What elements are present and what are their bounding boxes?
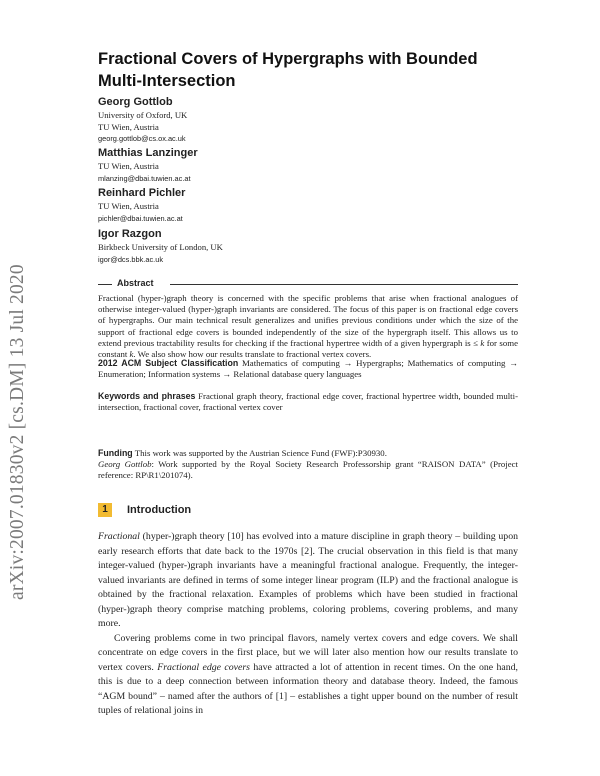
- author-block-3: [98, 187, 518, 224]
- abstract-text-part: . We also show how our results translate to fractional vertex covers.: [133, 349, 372, 360]
- intro-italic: Fractional edge covers: [157, 661, 250, 673]
- funding-author-text: : Work supported by the Royal Society Research Professorship grant “RAISON DATA” (Project reference: RP\R1\201074).: [98, 459, 519, 481]
- intro-text: (hyper-)graph theory [10] has evolved into a mature discipline in graph theory – building upon early research efforts that date back to the 1970s [2]. The crucial observation in this field is that many integer-valued (hyper-)graph invariants have a meaningful fractional analogue. Frequently, the integer-valued invariants are defined in terms of some integer linear program (ILP) and the fractional analogue is obtained by the fractional relaxation. Examples of problems which have been studied in fractional (hyper-)graph theory comprise matching problems, coloring problems, covering problems, and many more.: [98, 531, 518, 629]
- abstract-label: Abstract: [117, 278, 154, 288]
- abstract-text-part: Fractional (hyper-)graph theory is concerned with the specific problems that arise when fractional analogues of otherwise integer-valued (hyper-)graph invariants are considered. The focus of this paper is on fractional edge covers of hypergraphs. Our main technical result generalizes and unifies previous conditions under which the size of the support of fractional edge covers is bounded independently of the size of the hypergraph itself. This allows us to extend previous tractability results for checking if the fractional hypertree width of a given hypergraph is: [98, 293, 518, 348]
- funding-author: Georg Gottlob: [98, 459, 152, 470]
- intro-italic: Fractional: [98, 531, 140, 542]
- keywords: [98, 391, 518, 413]
- acm-label: 2012 ACM Subject Classification: [98, 358, 239, 368]
- abstract-text: [98, 293, 518, 360]
- keywords-text: Fractional graph theory, fractional edge cover, fractional hypertree width, bounded multi-intersection, fractional cover, fractional vertex cover: [98, 391, 519, 413]
- acm-text: Mathematics of computing → Hypergraphs; Mathematics of computing → Enumeration; Information systems → Relational database query languages: [98, 358, 518, 380]
- intro-text: Covering problems come in two principal flavors, namely vertex covers and edge covers. We shall concentrate on edge covers in the first place, but we will later also mention how our results translate to vertex covers.: [98, 632, 518, 673]
- author-name: Igor Razgon: [98, 228, 162, 240]
- author-affiliation: TU Wien, Austria: [98, 121, 159, 132]
- section-title: Introduction: [127, 504, 192, 516]
- acm-classification: [98, 358, 518, 380]
- author-email[interactable]: igor@dcs.bbk.ac.uk: [98, 254, 164, 264]
- author-block-1: [98, 96, 518, 145]
- funding-text: This work was supported by the Austrian Science Fund (FWF):P30930.: [134, 448, 387, 458]
- author-name: Reinhard Pichler: [98, 187, 186, 199]
- arxiv-identifier: arXiv:2007.01830v2 [cs.DM] 13 Jul 2020: [7, 264, 28, 600]
- abstract-math: ≤ k: [473, 337, 485, 348]
- author-email[interactable]: mlanzing@dbai.tuwien.ac.at: [98, 173, 191, 183]
- author-email[interactable]: pichler@dbai.tuwien.ac.at: [98, 213, 183, 223]
- author-name: Matthias Lanzinger: [98, 147, 198, 159]
- paper-title: Fractional Covers of Hypergraphs with Bounded Multi-Intersection: [98, 50, 478, 90]
- keywords-label: Keywords and phrases: [98, 391, 196, 401]
- intro-paragraph-2: [98, 632, 518, 719]
- author-name: Georg Gottlob: [98, 96, 173, 108]
- author-affiliation: TU Wien, Austria: [98, 201, 159, 211]
- author-block-2: [98, 147, 518, 184]
- abstract-rule-right: [170, 284, 518, 285]
- author-email[interactable]: georg.gottlob@cs.ox.ac.uk: [98, 134, 186, 143]
- introduction-body: [98, 530, 518, 719]
- abstract-rule-left: [98, 284, 112, 285]
- arxiv-stamp: [7, 264, 37, 630]
- author-block-4: [98, 228, 518, 265]
- author-affiliation: TU Wien, Austria: [98, 161, 159, 171]
- abstract-text-part: for some constant: [98, 337, 518, 360]
- abstract-math: k: [129, 349, 134, 360]
- funding: [98, 448, 518, 482]
- intro-text: have attracted a lot of attention in recent times. On the one hand, this is due to a deep connection between information theory and database theory. Indeed, the famous “AGM bound” – named after the authors of [1] – establishes a tight upper bound on the number of result tuples of relational joins in: [98, 661, 518, 716]
- intro-paragraph-1: [98, 530, 518, 632]
- author-affiliation: Birkbeck University of London, UK: [98, 242, 223, 252]
- author-affiliation: University of Oxford, UK: [98, 110, 188, 120]
- funding-label: Funding: [98, 448, 133, 458]
- section-number: 1: [98, 503, 112, 517]
- abstract-heading: [98, 278, 518, 290]
